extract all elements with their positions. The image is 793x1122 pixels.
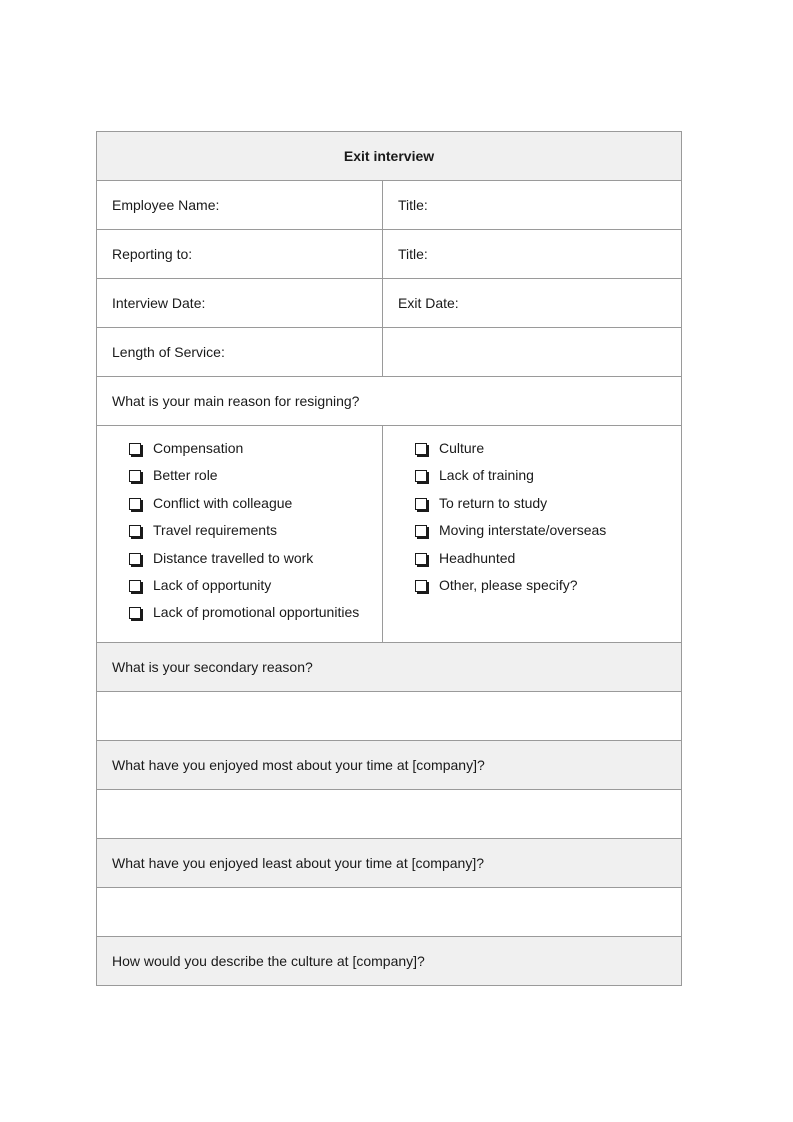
reason-option[interactable] [127,520,382,547]
reason-option-label: Conflict with colleague [153,494,293,511]
reason-option[interactable] [413,493,681,520]
manager-title-field[interactable]: Title: [383,230,682,279]
reporting-to-field[interactable]: Reporting to: [97,230,383,279]
reason-option-label: Headhunted [439,549,516,566]
reason-option-label: Travel requirements [153,522,277,539]
checkbox-icon[interactable] [129,580,141,592]
reasons-row [97,426,682,643]
checkbox-icon[interactable] [415,443,427,455]
enjoyed-most-answer[interactable] [97,789,682,838]
exit-interview-form [96,131,682,986]
form-title: Exit interview [97,132,682,181]
reason-option-label: Culture [439,440,485,456]
checkbox-icon[interactable] [415,580,427,592]
reason-option-label: Distance travelled to work [153,549,314,566]
reason-option[interactable] [127,465,382,492]
secondary-reason-question: What is your secondary reason? [97,642,682,691]
employee-name-field[interactable]: Employee Name: [97,181,383,230]
exit-date-field[interactable]: Exit Date: [383,279,682,328]
reason-option[interactable] [127,438,382,465]
enjoyed-least-answer[interactable] [97,887,682,936]
enjoyed-least-question: What have you enjoyed least about your time at [company]? [97,838,682,887]
checkbox-icon[interactable] [415,553,427,565]
reasons-right-list [413,438,681,602]
dates-row [97,279,682,328]
secondary-reason-answer-row [97,691,682,740]
main-reason-question: What is your main reason for resigning? [97,377,682,426]
reason-option[interactable] [127,575,382,602]
checkbox-icon[interactable] [129,470,141,482]
checkbox-icon[interactable] [415,470,427,482]
enjoyed-least-row [97,838,682,887]
reasons-left-column [97,426,383,643]
checkbox-icon[interactable] [129,525,141,537]
reason-option[interactable] [127,602,382,629]
enjoyed-most-answer-row [97,789,682,838]
reason-option-label: Lack of training [439,467,534,484]
employee-row [97,181,682,230]
reason-option-label: Lack of opportunity [153,576,272,593]
reason-option-label: Other, please specify? [439,576,578,593]
reason-option[interactable] [413,548,681,575]
reason-option[interactable] [413,438,681,465]
enjoyed-least-answer-row [97,887,682,936]
reporting-row [97,230,682,279]
length-of-service-value[interactable] [383,328,682,377]
reason-option[interactable] [413,465,681,492]
length-of-service-field[interactable]: Length of Service: [97,328,383,377]
reason-option-label: Moving interstate/overseas [439,522,607,539]
reason-option-label: Compensation [153,440,244,456]
reason-option[interactable] [413,520,681,547]
reason-option-label: Lack of promotional opportunities [153,604,360,621]
reason-option-label: Better role [153,467,218,484]
culture-row [97,936,682,985]
secondary-reason-answer[interactable] [97,691,682,740]
employee-title-field[interactable]: Title: [383,181,682,230]
reason-option[interactable] [127,493,382,520]
secondary-reason-row [97,642,682,691]
checkbox-icon[interactable] [129,498,141,510]
main-reason-row [97,377,682,426]
reasons-left-list [127,438,382,630]
enjoyed-most-row [97,740,682,789]
interview-date-field[interactable]: Interview Date: [97,279,383,328]
checkbox-icon[interactable] [415,498,427,510]
checkbox-icon[interactable] [415,525,427,537]
reasons-right-column [383,426,682,643]
reason-option-label: To return to study [439,494,548,511]
form-title-row [97,132,682,181]
reason-option[interactable] [413,575,681,602]
service-row [97,328,682,377]
checkbox-icon[interactable] [129,443,141,455]
checkbox-icon[interactable] [129,553,141,565]
enjoyed-most-question: What have you enjoyed most about your time at [company]? [97,740,682,789]
culture-question: How would you describe the culture at [company]? [97,936,682,985]
checkbox-icon[interactable] [129,607,141,619]
reason-option[interactable] [127,548,382,575]
